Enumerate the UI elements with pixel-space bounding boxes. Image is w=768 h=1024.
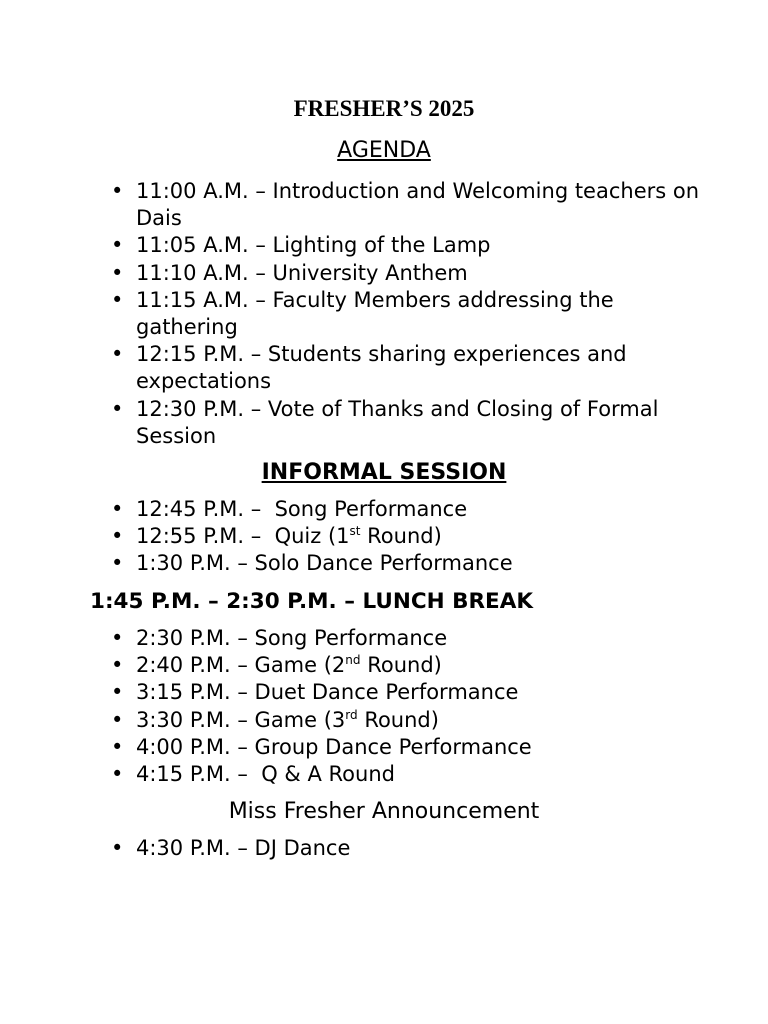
list-item — [0, 734, 700, 761]
list-item: • 12:30 P.M. – Vote of Thanks and Closing of Formal Session — [0, 396, 700, 450]
list-item — [0, 679, 700, 706]
ordinal-suffix: st — [349, 524, 361, 539]
item-text: 3:30 P.M. – Game (3 — [136, 707, 346, 732]
item-text: 2:30 P.M. – Song Performance — [136, 626, 448, 650]
list-item: • 4:30 P.M. – DJ Dance — [0, 835, 700, 862]
list-item: • 11:10 A.M. – University Anthem — [0, 260, 700, 287]
agenda-heading: AGENDA — [337, 138, 431, 163]
afternoon-session-list — [0, 625, 700, 788]
list-item — [0, 496, 700, 523]
lunch-break-heading: 1:45 P.M. – 2:30 P.M. – LUNCH BREAK — [90, 589, 534, 614]
list-item — [0, 625, 700, 652]
item-text: 12:45 P.M. – Song Performance — [136, 497, 468, 521]
item-text-tail: Round) — [357, 707, 439, 732]
list-item — [0, 550, 700, 577]
item-text: 12:55 P.M. – Quiz (1 — [136, 524, 350, 549]
item-text: 3:15 P.M. – Duet Dance Performance — [136, 680, 519, 705]
formal-session-list — [0, 178, 706, 450]
list-item — [0, 652, 700, 679]
list-item: • 11:15 A.M. – Faculty Members addressing the gathering — [0, 287, 700, 341]
announcement-line: Miss Fresher Announcement — [228, 799, 540, 824]
list-item — [0, 707, 700, 734]
item-text: 1:30 P.M. – Solo Dance Performance — [136, 551, 513, 576]
list-item — [0, 523, 700, 550]
list-item — [0, 761, 700, 788]
item-text-tail: Round) — [360, 524, 442, 549]
item-text: 2:40 P.M. – Game (2 — [136, 653, 346, 678]
informal-session-list — [0, 496, 700, 578]
list-item: • 11:00 A.M. – Introduction and Welcoming teachers on Dais — [0, 178, 700, 232]
list-item: • 11:05 A.M. – Lighting of the Lamp — [0, 232, 700, 259]
document-title: FRESHER’S 2025 — [293, 96, 475, 121]
item-text: 4:15 P.M. – Q & A Round — [136, 762, 395, 787]
item-text-tail: Round) — [360, 653, 442, 678]
item-text: 4:00 P.M. – Group Dance Performance — [136, 734, 532, 759]
ordinal-suffix: rd — [345, 707, 358, 722]
list-item: • 12:15 P.M. – Students sharing experiences and expectations — [0, 341, 700, 395]
closing-list — [0, 835, 700, 862]
informal-session-heading: INFORMAL SESSION — [261, 460, 507, 485]
ordinal-suffix: nd — [345, 653, 361, 668]
